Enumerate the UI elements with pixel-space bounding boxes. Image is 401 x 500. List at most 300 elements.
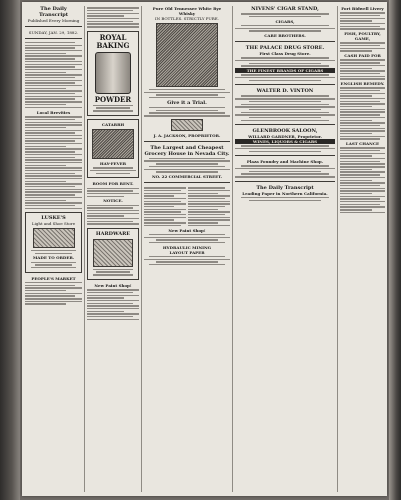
text-line bbox=[144, 195, 174, 196]
text-line bbox=[235, 28, 335, 29]
text-line bbox=[249, 101, 321, 102]
ad-title: HAY-FEVER bbox=[99, 160, 127, 166]
divider bbox=[235, 124, 335, 125]
text-line bbox=[340, 158, 385, 159]
ad-heading: ENGLISH REMEDY. bbox=[340, 80, 385, 86]
text-line bbox=[25, 124, 82, 125]
text-line bbox=[87, 316, 133, 317]
text-line bbox=[249, 151, 321, 152]
baking-powder-can-illustration bbox=[95, 52, 131, 94]
text-line bbox=[87, 15, 124, 16]
ad-title: POWDER bbox=[94, 94, 132, 104]
text-line bbox=[340, 136, 385, 137]
text-line bbox=[25, 287, 82, 288]
text-line bbox=[340, 163, 385, 164]
text-line bbox=[340, 117, 385, 118]
divider bbox=[235, 181, 335, 182]
text-line bbox=[87, 313, 139, 314]
text-line bbox=[340, 206, 385, 207]
text-line bbox=[241, 173, 329, 174]
text-line bbox=[340, 78, 385, 79]
text-line bbox=[156, 110, 218, 111]
text-line bbox=[31, 262, 76, 263]
text-line bbox=[87, 305, 139, 306]
text-line bbox=[25, 132, 75, 133]
text-line bbox=[340, 111, 385, 112]
text-line bbox=[144, 209, 186, 210]
ad-title: BAKING bbox=[96, 40, 130, 50]
text-line bbox=[144, 259, 230, 260]
text-line bbox=[25, 173, 75, 174]
text-line bbox=[241, 13, 329, 14]
column-rule bbox=[84, 6, 85, 492]
text-line bbox=[340, 130, 385, 131]
text-line bbox=[87, 10, 133, 11]
text-line bbox=[340, 70, 385, 71]
text-line bbox=[25, 301, 82, 302]
text-line bbox=[340, 68, 372, 69]
text-line bbox=[25, 154, 82, 155]
text-line bbox=[340, 23, 385, 24]
text-line bbox=[249, 63, 321, 64]
bell-illustration bbox=[171, 119, 203, 131]
text-line bbox=[340, 171, 385, 172]
section-heading: Local Brevities bbox=[36, 109, 71, 115]
text-line bbox=[87, 213, 139, 214]
text-line bbox=[340, 169, 372, 170]
text-line bbox=[96, 271, 129, 272]
text-line bbox=[340, 166, 385, 167]
text-line bbox=[25, 74, 82, 75]
text-line bbox=[87, 205, 139, 206]
text-line bbox=[87, 311, 124, 312]
column-3 bbox=[144, 6, 230, 492]
text-line bbox=[340, 76, 385, 77]
text-line bbox=[340, 128, 385, 129]
text-line bbox=[188, 211, 230, 212]
text-line bbox=[25, 170, 82, 171]
ad-title: WALTER D. VINTON bbox=[256, 88, 314, 95]
text-line bbox=[25, 88, 66, 89]
text-line bbox=[149, 97, 225, 98]
text-line bbox=[25, 98, 75, 99]
text-line bbox=[25, 290, 66, 291]
text-line bbox=[340, 147, 385, 148]
ad-royal-baking-powder bbox=[87, 31, 139, 116]
text-line bbox=[144, 214, 186, 215]
text-line bbox=[249, 109, 321, 110]
text-line bbox=[25, 96, 82, 97]
text-line bbox=[93, 269, 133, 270]
scanner-edge-left bbox=[0, 0, 20, 500]
ad-heading: New Paint Shop! bbox=[168, 227, 206, 233]
text-line bbox=[144, 187, 186, 188]
ad-heading: LAST CHANCE bbox=[345, 141, 380, 146]
text-line bbox=[144, 219, 174, 220]
text-line bbox=[340, 185, 380, 186]
ad-hardware bbox=[87, 228, 139, 280]
newspaper-page bbox=[22, 2, 387, 496]
text-line bbox=[25, 175, 82, 176]
text-line bbox=[25, 47, 75, 48]
text-line bbox=[241, 120, 329, 121]
text-line bbox=[87, 292, 133, 293]
text-line bbox=[25, 298, 82, 299]
text-line bbox=[144, 225, 181, 226]
text-line bbox=[188, 217, 230, 218]
text-line bbox=[87, 221, 133, 222]
text-line bbox=[188, 219, 230, 220]
text-line bbox=[340, 45, 380, 46]
text-line bbox=[25, 205, 75, 206]
ad-heading: HYDRAULIC MINING bbox=[162, 244, 212, 250]
text-line bbox=[156, 163, 218, 164]
text-line bbox=[340, 201, 385, 202]
text-line bbox=[87, 188, 139, 189]
text-line bbox=[340, 174, 380, 175]
text-line bbox=[25, 77, 75, 78]
text-line bbox=[31, 267, 76, 268]
text-line bbox=[149, 112, 225, 113]
text-line bbox=[340, 122, 385, 123]
whisky-illustration bbox=[156, 23, 218, 87]
text-line bbox=[25, 140, 75, 141]
column-rule bbox=[232, 6, 233, 492]
column-2 bbox=[87, 6, 139, 492]
ad-title: Fort Bidwell Livery bbox=[341, 6, 384, 11]
ad-title: CATARRH bbox=[101, 121, 125, 127]
ad-title: NIVENS' CIGAR STAND, bbox=[251, 6, 319, 12]
text-line bbox=[87, 210, 139, 211]
text-line bbox=[149, 256, 225, 257]
text-line bbox=[156, 171, 218, 172]
divider bbox=[235, 41, 335, 42]
text-line bbox=[156, 239, 218, 240]
text-line bbox=[340, 188, 385, 189]
ad-heading: LAYOUT PAPER bbox=[169, 249, 205, 255]
text-line bbox=[340, 87, 385, 88]
ad-heading: NO. 22 COMMERCIAL STREET. bbox=[151, 173, 223, 179]
text-line bbox=[25, 162, 82, 163]
ad-heading: NOTICE. bbox=[103, 198, 123, 204]
text-line bbox=[235, 106, 335, 107]
ad-title: The Largest and Cheapest bbox=[150, 144, 224, 151]
hardware-illustration bbox=[93, 239, 133, 267]
text-line bbox=[340, 42, 385, 43]
text-line bbox=[340, 12, 385, 13]
text-line bbox=[96, 173, 129, 174]
text-line bbox=[25, 285, 75, 286]
text-line bbox=[96, 107, 129, 108]
text-line bbox=[188, 222, 218, 223]
text-line bbox=[235, 77, 335, 78]
divider bbox=[25, 26, 82, 27]
text-line bbox=[25, 90, 82, 91]
text-line bbox=[340, 90, 380, 91]
text-line bbox=[144, 160, 230, 161]
text-line bbox=[144, 169, 230, 170]
text-line bbox=[25, 130, 82, 131]
text-line bbox=[149, 234, 225, 235]
text-line bbox=[144, 211, 181, 212]
text-line bbox=[156, 261, 218, 262]
text-line bbox=[25, 208, 82, 209]
text-line bbox=[87, 297, 124, 298]
text-line bbox=[25, 55, 82, 56]
text-line bbox=[188, 203, 230, 204]
text-line bbox=[25, 138, 82, 139]
ad-title: THE PALACE DRUG STORE. bbox=[245, 45, 325, 52]
text-line bbox=[340, 95, 372, 96]
text-line bbox=[340, 190, 385, 191]
text-line bbox=[25, 197, 82, 198]
text-line bbox=[340, 98, 385, 99]
text-line bbox=[235, 168, 335, 169]
ad-title: Grocery House in Nevada City. bbox=[144, 150, 230, 157]
masthead-subtitle: Published Every Morning bbox=[27, 18, 80, 23]
text-line bbox=[31, 250, 76, 251]
text-line bbox=[25, 93, 75, 94]
text-line bbox=[25, 167, 82, 168]
boot-illustration bbox=[33, 228, 75, 248]
text-line bbox=[340, 120, 372, 121]
text-line bbox=[87, 190, 133, 191]
text-line bbox=[87, 18, 139, 19]
ad-subtitle: Light and Shoe Store bbox=[31, 220, 76, 226]
text-line bbox=[25, 282, 82, 283]
text-line bbox=[25, 116, 82, 117]
text-line bbox=[340, 65, 385, 66]
text-line bbox=[241, 95, 329, 96]
text-line bbox=[25, 82, 75, 83]
text-line bbox=[87, 193, 139, 194]
text-line bbox=[188, 209, 218, 210]
text-line bbox=[340, 62, 380, 63]
text-line bbox=[340, 125, 380, 126]
text-line bbox=[340, 15, 380, 16]
text-line bbox=[241, 104, 329, 105]
ad-banner: THE FINEST BRANDS OF CIGARS bbox=[235, 68, 335, 73]
text-line bbox=[25, 293, 82, 294]
ad-title: ROYAL bbox=[99, 32, 127, 42]
ad-cell bbox=[144, 186, 186, 228]
column-rule bbox=[337, 6, 338, 492]
text-line bbox=[241, 112, 329, 113]
text-line bbox=[25, 61, 82, 62]
text-line bbox=[144, 190, 181, 191]
ad-title: HARDWARE bbox=[95, 230, 131, 237]
text-line bbox=[241, 57, 329, 58]
text-line bbox=[188, 195, 230, 196]
text-line bbox=[25, 202, 82, 203]
text-line bbox=[87, 295, 139, 296]
text-line bbox=[340, 138, 380, 139]
text-line bbox=[188, 201, 230, 202]
text-line bbox=[87, 207, 133, 208]
text-line bbox=[188, 214, 225, 215]
text-line bbox=[144, 198, 186, 199]
ad-heading: WILLARD GARDNER, Proprietor. bbox=[248, 134, 322, 140]
text-line bbox=[249, 200, 321, 201]
text-line bbox=[25, 119, 75, 120]
text-line bbox=[144, 217, 186, 218]
text-line bbox=[249, 30, 321, 31]
text-line bbox=[87, 7, 139, 8]
text-line bbox=[144, 201, 181, 202]
text-line bbox=[149, 89, 225, 90]
text-line bbox=[25, 85, 82, 86]
text-line bbox=[340, 50, 372, 51]
text-line bbox=[93, 274, 133, 275]
ad-heading: New Paint Shop! bbox=[94, 282, 132, 288]
text-line bbox=[340, 153, 385, 154]
text-line bbox=[25, 64, 82, 65]
divider bbox=[235, 155, 335, 156]
divider bbox=[235, 84, 335, 85]
text-line bbox=[25, 50, 82, 51]
text-line bbox=[144, 193, 186, 194]
text-line bbox=[144, 206, 174, 207]
text-line bbox=[25, 127, 66, 128]
text-line bbox=[340, 26, 380, 27]
text-line bbox=[144, 92, 230, 93]
text-line bbox=[340, 161, 380, 162]
text-line bbox=[241, 65, 329, 66]
text-line bbox=[235, 148, 335, 149]
ad-heading: CARE BROTHERS. bbox=[264, 33, 306, 39]
masthead-title: The Daily Transcript bbox=[38, 6, 69, 18]
divider bbox=[25, 38, 82, 39]
text-line bbox=[249, 80, 321, 81]
text-line bbox=[25, 183, 82, 184]
text-line bbox=[87, 289, 139, 290]
text-line bbox=[188, 190, 230, 191]
text-line bbox=[25, 42, 75, 43]
text-line bbox=[340, 198, 380, 199]
text-line bbox=[144, 115, 230, 116]
ad-heading: CASH PAID FOR bbox=[344, 53, 381, 59]
text-line bbox=[93, 110, 133, 111]
text-line bbox=[25, 295, 75, 296]
ad-subtitle: IN BOTTLES. STRICTLY PURE. bbox=[154, 16, 219, 21]
text-line bbox=[25, 69, 82, 70]
text-line bbox=[93, 167, 133, 168]
text-line bbox=[25, 157, 75, 158]
text-line bbox=[149, 242, 225, 243]
text-line bbox=[25, 186, 75, 187]
text-line bbox=[25, 80, 82, 81]
text-line bbox=[25, 194, 75, 195]
ad-catarrh bbox=[87, 119, 139, 178]
text-line bbox=[144, 237, 230, 238]
text-line bbox=[25, 101, 82, 102]
text-line bbox=[249, 117, 321, 118]
text-line bbox=[340, 28, 385, 29]
text-line bbox=[340, 180, 372, 181]
text-line bbox=[87, 308, 139, 309]
text-line bbox=[25, 45, 82, 46]
text-line bbox=[241, 197, 329, 198]
text-line bbox=[241, 165, 329, 166]
text-line bbox=[340, 106, 372, 107]
text-line bbox=[25, 200, 66, 201]
text-line bbox=[25, 189, 82, 190]
text-line bbox=[25, 303, 66, 304]
text-line bbox=[188, 206, 225, 207]
text-line bbox=[249, 171, 321, 172]
ad-cell bbox=[188, 186, 230, 228]
text-line bbox=[340, 18, 385, 19]
ad-banner: WINES, LIQUORS & CIGARS bbox=[235, 139, 335, 144]
ad-heading: J. A. JACKSON, PROPRIETOR. bbox=[153, 132, 221, 138]
column-4 bbox=[235, 6, 335, 492]
text-line bbox=[25, 165, 66, 166]
text-line bbox=[340, 193, 372, 194]
text-line bbox=[235, 114, 335, 115]
text-line bbox=[156, 94, 218, 95]
text-line bbox=[25, 107, 82, 108]
divider bbox=[144, 141, 230, 142]
text-line bbox=[340, 212, 385, 213]
ad-heading: PEOPLE'S MARKET bbox=[31, 275, 76, 281]
text-line bbox=[340, 204, 380, 205]
text-line bbox=[340, 133, 372, 134]
text-line bbox=[87, 23, 139, 24]
ad-heading: MADE TO ORDER. bbox=[32, 255, 75, 261]
text-line bbox=[87, 21, 133, 22]
text-line bbox=[35, 253, 72, 254]
text-line bbox=[235, 176, 335, 177]
text-line bbox=[149, 166, 225, 167]
text-line bbox=[25, 53, 66, 54]
ad-heading: CIGARS, bbox=[275, 18, 295, 24]
text-line bbox=[241, 145, 329, 146]
text-line bbox=[149, 107, 225, 108]
text-line bbox=[87, 303, 133, 304]
text-line bbox=[87, 223, 139, 224]
text-line bbox=[144, 203, 186, 204]
divider bbox=[144, 182, 230, 183]
ad-heading: Plaza Foundry and Machine Shop. bbox=[246, 159, 324, 165]
ad-luske bbox=[25, 212, 82, 273]
text-line bbox=[340, 103, 385, 104]
text-line bbox=[25, 66, 75, 67]
text-line bbox=[188, 187, 225, 188]
text-line bbox=[25, 135, 82, 136]
text-line bbox=[25, 148, 82, 149]
ad-row bbox=[144, 186, 230, 228]
text-line bbox=[25, 181, 66, 182]
text-line bbox=[93, 105, 133, 106]
column-rule bbox=[141, 6, 142, 492]
text-line bbox=[25, 178, 82, 179]
text-line bbox=[235, 60, 335, 61]
ad-title: Pure Old Tennessee White Rye Whisky bbox=[152, 6, 222, 16]
text-line bbox=[144, 222, 186, 223]
text-line bbox=[340, 59, 385, 60]
text-line bbox=[25, 122, 82, 123]
ad-heading: Leading Paper in Northern California. bbox=[242, 190, 328, 196]
ad-heading: First Class Drug Store. bbox=[259, 51, 311, 57]
ad-heading: Give it a Trial. bbox=[167, 99, 207, 106]
ad-title: GLENBROOK SALOON, bbox=[252, 128, 318, 135]
text-line bbox=[340, 209, 372, 210]
text-line bbox=[25, 146, 66, 147]
text-line bbox=[340, 150, 380, 151]
date-line: SUNDAY, JAN. 29, 1882. bbox=[28, 30, 79, 35]
text-line bbox=[25, 143, 82, 144]
text-line bbox=[25, 72, 66, 73]
